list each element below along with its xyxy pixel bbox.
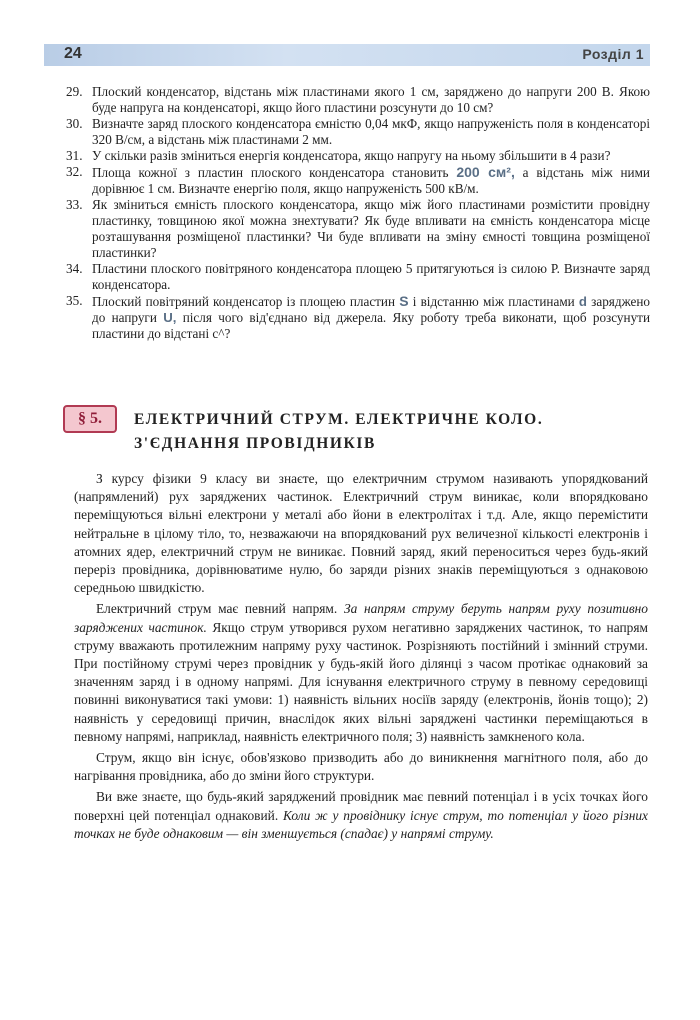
paragraph-text: Якщо струм утворився рухом негативно заряджених частинок, то напрям струму вважають протилежним напряму руху частинок. Розрізняють постійний і змінний струми. При постійному струмі через провідник у будь-якій його ділянці з часом протікає однаковий за значенням заряд і в одному напрямі. Для існування електричного струму в певному середовищі повинні виконуватися такі умови: 1) наявність вільних носіїв заряду (електронів, йонів тощо); 2) наявність у середовищі причин, внаслідок яких вільні заряджені частинки переміщаються в певному напрямі, наприклад, наявність електричного поля; 3) наявність замкненого кола. [74, 619, 648, 744]
section-title [134, 408, 654, 456]
section-badge: § 5. [63, 405, 117, 433]
paragraph [74, 788, 648, 843]
problem-32 [66, 164, 650, 197]
problem-number: 29. [66, 84, 83, 99]
paragraph [74, 600, 648, 746]
problem-text-part: Площа кожної з пластин плоского конденсатора становить [92, 165, 457, 180]
page-number: 24 [64, 45, 82, 62]
problem-text-part: після чого від'єднано від джерела. Яку роботу треба виконати, щоб розсунути пластини до відстані с^? [92, 310, 651, 341]
problem-text: Плоский конденсатор, відстань між пластинами якого 1 см, заряджено до напруги 200 В. Якою буде напруга на конденсаторі, якщо його пластини розсунути до 10 см? [92, 84, 650, 115]
problem-35 [66, 293, 650, 342]
section-body [74, 470, 648, 846]
problem-31 [66, 148, 650, 164]
page-header-band [44, 44, 650, 66]
section-title-line: ЕЛЕКТРИЧНИЙ СТРУМ. ЕЛЕКТРИЧНЕ КОЛО. [134, 411, 544, 428]
problem-number: 31. [66, 148, 83, 163]
problem-number: 34. [66, 261, 83, 276]
problem-number: 33. [66, 197, 83, 212]
problem-30 [66, 116, 650, 148]
section-title-line: З'ЄДНАННЯ ПРОВІДНИКІВ [134, 435, 376, 452]
problem-text-part: Плоский повітряний конденсатор із площею пластин [92, 294, 400, 309]
problem-text: Як зміниться ємність плоского конденсатора, якщо між його пластинами розмістити провідну пластинку, товщиною якої можна знехтувати? Як буде впливати на ємність конденсатора місце розташування розміщеної пластинки? Чи буде впливати на зміну ємності товщина розміщеної пластинки? [92, 197, 650, 260]
paragraph: Струм, якщо він існує, обов'язково призводить або до виникнення магнітного поля, або до нагрівання провідника, або до зміни його структури. [74, 750, 648, 784]
emphasized-statement: Коли ж у провіднику існує струм, то потенціал у його різних точках не буде однаковим — він зменшується (спадає) у напрямі струму. [74, 807, 648, 841]
paragraph: З курсу фізики 9 класу ви знаєте, що електричним струмом називають упорядкований (напрямлений) рух заряджених частинок. Електричний струм виникає, коли впорядковано переміщуються вільні електрони у металі або йони в електролітах і т.д. Але, якщо перемістити нейтральне в цілому тіло, то, незважаючи на впорядкований рух величезної кількості електронів і атомних ядер, електричний струм не виникає. Повний заряд, який переноситься через будь-який переріз провідника, дорівнюватиме нулю, бо заряди різних знаків переміщуються з однаковою середньою швидкістю. [74, 471, 648, 596]
distance-symbol: d [578, 294, 587, 309]
problem-text: Пластини плоского повітряного конденсатора площею 5 притягуються із силою Р. Визначте заряд конденсатора. [92, 261, 650, 292]
problem-list [66, 84, 650, 342]
problem-text [92, 164, 650, 197]
area-symbol: S [399, 293, 409, 309]
problem-29 [66, 84, 650, 116]
problem-text [92, 293, 650, 342]
paragraph-text: Електричний струм має певний напрям. [96, 601, 344, 617]
chapter-label: Розділ 1 [582, 46, 644, 62]
problem-text-part: а відстань між ними дорівнює 1 см. Визначте енергію поля, якщо напруженість 500 кВ/м. [92, 165, 650, 196]
area-value: 200 см², [456, 164, 515, 180]
problem-number: 30. [66, 116, 83, 131]
emphasized-definition: За напрям струму беруть напрям руху позитивно заряджених частинок. [74, 601, 648, 635]
problem-text-part: заряджено до напруги [92, 294, 651, 325]
problem-33 [66, 197, 650, 261]
problem-text: Визначте заряд плоского конденсатора ємністю 0,04 мкФ, якщо напруженість поля в конденсаторі 320 В/см, а відстань між пластинами 2 мм. [92, 116, 650, 147]
problem-number: 35. [66, 293, 83, 308]
problem-number: 32. [66, 164, 83, 179]
voltage-symbol: U, [163, 310, 177, 325]
problem-text: У скільки разів зміниться енергія конденсатора, якщо напругу на ньому збільшити в 4 рази? [92, 148, 611, 163]
paragraph-text: Ви вже знаєте, що будь-який заряджений провідник має певний потенціал і в усіх точках його поверхні цей потенціал однаковий. [74, 789, 648, 823]
problem-text-part: і відстанню між пластинами [408, 294, 579, 309]
problem-34 [66, 261, 650, 293]
